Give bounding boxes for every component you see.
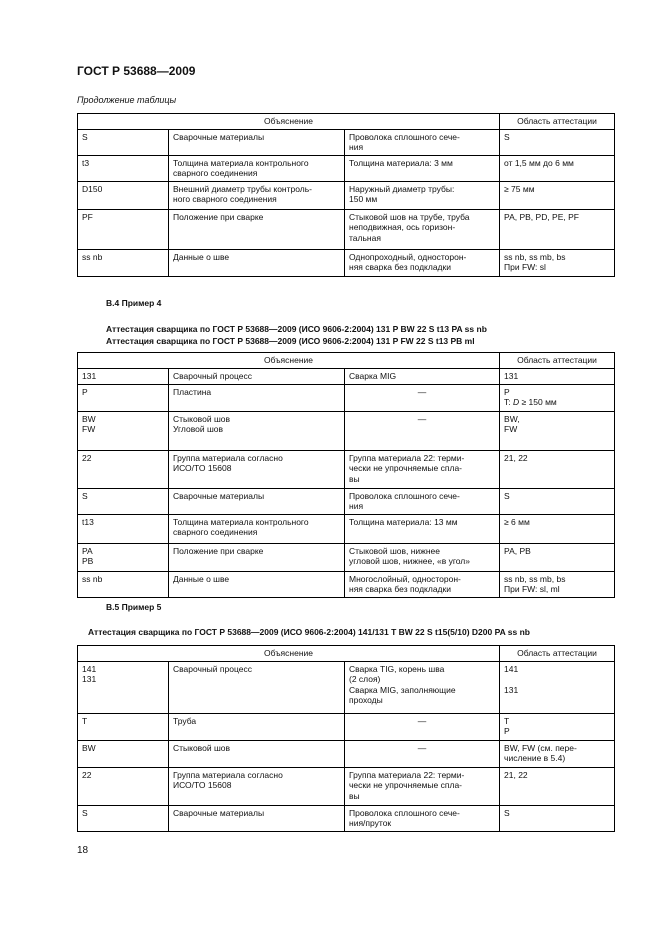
cell-name: Данные о шве [169,571,345,597]
cell-name: Толщина материала контрольного сварного соединения [169,155,345,181]
cell-detail: Сварка TIG, корень шва (2 слоя) Сварка MIG, заполняющие проходы [345,661,500,713]
section-title-example-5: В.5 Пример 5 [106,602,162,612]
cell-code: t13 [78,514,169,543]
table-row [78,155,615,181]
section-title-example-4: В.4 Пример 4 [106,298,162,308]
cell-scope: ≥ 6 мм [500,514,615,543]
header-explanation: Объяснение [78,646,500,662]
cell-detail: Наружный диаметр трубы: 150 мм [345,181,500,209]
cell-name: Труба [169,713,345,740]
cell-name: Пластина [169,384,345,411]
certification-line-2: Аттестация сварщика по ГОСТ Р 53688—2009 (ИСО 9606-2:2004) 131 P FW 22 S t13 PB ml [106,336,475,346]
header-scope: Область аттестации [500,114,615,130]
cell-scope: S [500,805,615,831]
table-row [78,571,615,597]
cell-name: Данные о шве [169,249,345,276]
cell-name: Толщина материала контрольного сварного соединения [169,514,345,543]
cell-code: D150 [78,181,169,209]
cell-detail: — [345,713,500,740]
table-row [78,411,615,450]
table-row [78,209,615,249]
cell-code: BW [78,740,169,767]
scope-line: T: D ≥ 150 мм [504,397,557,407]
cell-scope: 21, 22 [500,767,615,805]
cell-code: 22 [78,767,169,805]
table-row [78,450,615,488]
cell-code: t3 [78,155,169,181]
page-number: 18 [77,845,89,856]
table-example-3-continued [77,113,615,277]
cell-name: Сварочные материалы [169,805,345,831]
table-row [78,368,615,384]
cell-name: Положение при сварке [169,543,345,571]
cell-scope: T P [500,713,615,740]
cell-name: Положение при сварке [169,209,345,249]
cell-code: S [78,129,169,155]
cell-code: BW FW [78,411,169,450]
cell-code: S [78,488,169,514]
cell-code: PF [78,209,169,249]
table-header-row [78,646,615,662]
cell-name: Сварочный процесс [169,661,345,713]
cell-name: Сварочный процесс [169,368,345,384]
cell-detail: Стыковой шов, нижнее угловой шов, нижнее, «в угол» [345,543,500,571]
table-row [78,488,615,514]
table-row [78,249,615,276]
table-row [78,740,615,767]
cell-code: ss nb [78,571,169,597]
cell-name: Стыковой шов Угловой шов [169,411,345,450]
table-header-row [78,353,615,369]
certification-line-3: Аттестация сварщика по ГОСТ Р 53688—2009 (ИСО 9606-2:2004) 141/131 T BW 22 S t15(5/10) D200 PA ss nb [88,627,530,637]
cell-scope: 21, 22 [500,450,615,488]
cell-detail: — [345,384,500,411]
certification-line-1: Аттестация сварщика по ГОСТ Р 53688—2009 (ИСО 9606-2:2004) 131 P BW 22 S t13 PA ss nb [106,324,487,334]
cell-scope: ≥ 75 мм [500,181,615,209]
table-example-5 [77,645,615,832]
cell-scope: BW, FW (см. пере- числение в 5.4) [500,740,615,767]
cell-scope: 141 131 [500,661,615,713]
cell-name: Группа материала согласно ИСО/ТО 15608 [169,767,345,805]
header-explanation: Объяснение [78,114,500,130]
cell-code: 141 131 [78,661,169,713]
table-row [78,661,615,713]
cell-detail: Группа материала 22: терми- чески не упрочняемые спла- вы [345,767,500,805]
cell-name: Стыковой шов [169,740,345,767]
cell-code: ss nb [78,249,169,276]
cell-code: P [78,384,169,411]
table-row [78,514,615,543]
cell-scope: BW, FW [500,411,615,450]
scope-line: P [504,386,510,397]
table-row [78,767,615,805]
cell-detail: — [345,411,500,450]
cell-scope: ss nb, ss mb, bs При FW: sl [500,249,615,276]
cell-scope: ss nb, ss mb, bs При FW: sl, ml [500,571,615,597]
table-row [78,713,615,740]
cell-name: Сварочные материалы [169,488,345,514]
cell-scope: S [500,129,615,155]
table-caption: Продолжение таблицы [77,95,177,105]
cell-code: T [78,713,169,740]
cell-detail: Толщина материала: 3 мм [345,155,500,181]
header-explanation: Объяснение [78,353,500,369]
header-scope: Область аттестации [500,646,615,662]
document-code: ГОСТ Р 53688—2009 [77,64,196,78]
cell-scope: PA, PB, PD, PE, PF [500,209,615,249]
cell-detail: Толщина материала: 13 мм [345,514,500,543]
cell-detail: Проволока сплошного сече- ния [345,129,500,155]
cell-detail: Проволока сплошного сече- ния [345,488,500,514]
cell-detail: Группа материала 22: терми- чески не упрочняемые спла- вы [345,450,500,488]
cell-code: PA PB [78,543,169,571]
cell-scope: PA, PB [500,543,615,571]
table-row [78,384,615,411]
table-row [78,543,615,571]
table-row [78,181,615,209]
table-example-4 [77,352,615,598]
table-row [78,805,615,831]
table-header-row [78,114,615,130]
cell-scope: от 1,5 мм до 6 мм [500,155,615,181]
header-scope: Область аттестации [500,353,615,369]
table-row [78,129,615,155]
cell-code: 131 [78,368,169,384]
cell-detail: Многослойный, односторон- няя сварка без подкладки [345,571,500,597]
cell-detail: Однопроходный, односторон- няя сварка без подкладки [345,249,500,276]
cell-code: S [78,805,169,831]
cell-detail: — [345,740,500,767]
cell-scope: 131 [500,368,615,384]
cell-detail: Проволока сплошного сече- ния/пруток [345,805,500,831]
cell-name: Группа материала согласно ИСО/ТО 15608 [169,450,345,488]
cell-scope: S [500,488,615,514]
cell-detail: Сварка MIG [345,368,500,384]
cell-name: Внешний диаметр трубы контроль- ного сварного соединения [169,181,345,209]
cell-detail: Стыковой шов на трубе, труба неподвижная, ось горизон- тальная [345,209,500,249]
cell-scope [500,384,615,411]
cell-name: Сварочные материалы [169,129,345,155]
cell-code: 22 [78,450,169,488]
